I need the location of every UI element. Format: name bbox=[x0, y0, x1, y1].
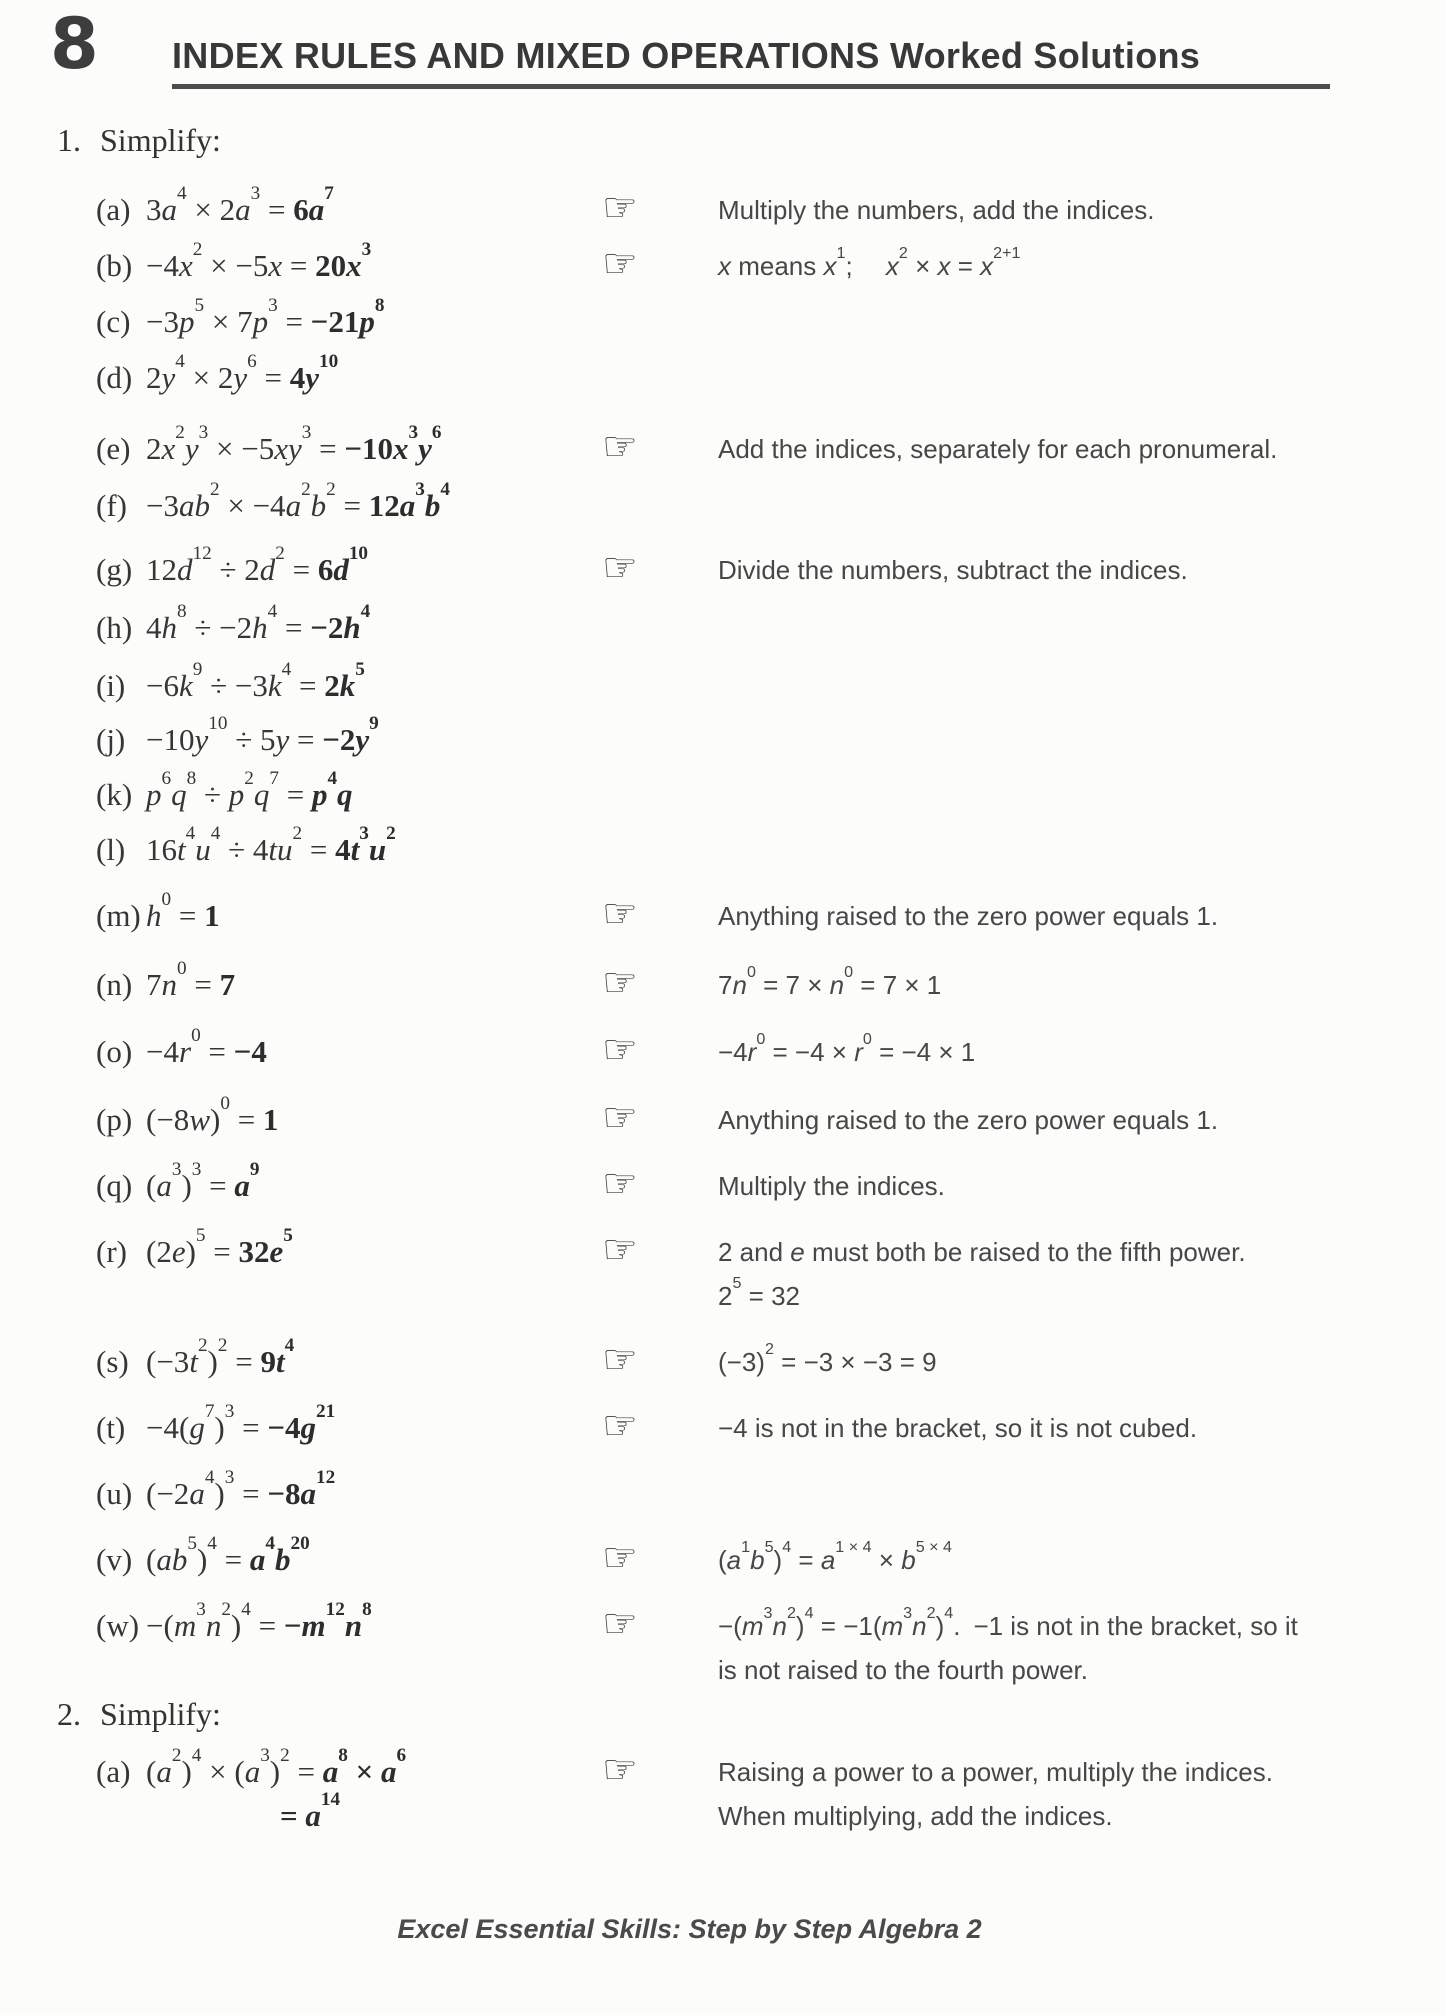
problem-equation: $(ab^5)^4 = a^4b^{20}$ bbox=[146, 1533, 310, 1577]
problem-equation: $-4r^0 = -4$ bbox=[146, 1025, 267, 1069]
problem-label: (o) bbox=[96, 1034, 133, 1069]
hint-line: $7n^0 = 7 \times n^0 = 7 \times 1$ bbox=[718, 962, 942, 1000]
problem-answer: $-10x^3y^6$ bbox=[344, 422, 442, 466]
section-number: 1. bbox=[57, 122, 81, 158]
hint-note bbox=[718, 1340, 1428, 1384]
problem-equation: $16t^4u^4 \div 4tu^2 = 4t^3u^2$ bbox=[146, 823, 396, 867]
problem-label: (i) bbox=[96, 668, 126, 703]
problem-equation: $p^6q^8 \div p^2q^7 = p^4q$ bbox=[146, 768, 353, 812]
problem-equation: $-(m^3n^2)^4 = -m^{12}n^8$ bbox=[146, 1599, 372, 1643]
title-rule bbox=[172, 84, 1330, 89]
problem-label: (g) bbox=[96, 552, 133, 587]
problem-label: (v) bbox=[96, 1542, 133, 1577]
chapter-number: 8 bbox=[50, 3, 99, 85]
problem-answer: $a^4b^{20}$ bbox=[249, 1533, 310, 1577]
problem-equation: $-10y^{10} \div 5y = -2y^9$ bbox=[146, 713, 379, 757]
hint-line: When multiplying, add the indices. bbox=[718, 1801, 1113, 1831]
problem-equation: $(a^2)^4 \times (a^3)^2 = a^8 \times a^6$ = $a^{14}$ bbox=[146, 1750, 406, 1838]
problem-equation: $-4(g^7)^3 = -4g^{21}$ bbox=[146, 1401, 336, 1445]
problem-answer: $-2y^9$ bbox=[322, 713, 379, 757]
problem-equation: $(2e)^5 = 32e^5$ bbox=[146, 1225, 293, 1269]
hint-note bbox=[718, 1538, 1428, 1582]
problem-equation: $3a^4 \times 2a^3 = 6a^7$ bbox=[146, 183, 334, 227]
problem-label: (a) bbox=[96, 192, 131, 227]
problem-equation: $7n^0 = 7$ bbox=[146, 958, 236, 1002]
hint-note bbox=[718, 244, 1428, 288]
problem-answer: $6a^7$ bbox=[293, 183, 334, 227]
pointing-hand-icon: ☞ bbox=[602, 1403, 638, 1449]
hint-note bbox=[718, 1406, 1428, 1450]
hint-line: x means $x^1$; $x^2 \times x = x^{2+1}$ bbox=[718, 243, 1021, 281]
problem-answer: $9t^4$ bbox=[260, 1335, 295, 1379]
problem-answer: $4y^{10}$ bbox=[289, 351, 339, 395]
problem-answer: $-8a^{12}$ bbox=[267, 1467, 336, 1511]
problem-answer: −4 bbox=[233, 1034, 267, 1069]
hint-line: is not raised to the fourth power. bbox=[718, 1655, 1088, 1685]
hint-line: $-4r^0 = -4 \times r^0 = -4 \times 1$ bbox=[718, 1029, 976, 1067]
problem-label: (u) bbox=[96, 1476, 133, 1511]
problem-equation: $-6k^9 \div -3k^4 = 2k^5$ bbox=[146, 659, 365, 703]
problem-answer: 7 bbox=[219, 967, 236, 1002]
problem-label: (d) bbox=[96, 360, 133, 395]
problem-label: (l) bbox=[96, 832, 126, 867]
problem-label: (a) bbox=[96, 1754, 131, 1789]
hint-line: Anything raised to the zero power equals 1. bbox=[718, 1105, 1219, 1135]
problem-equation: $2y^4 \times 2y^6 = 4y^{10}$ bbox=[146, 351, 339, 395]
problem-answer: $6d^{10}$ bbox=[317, 543, 369, 587]
pointing-hand-icon: ☞ bbox=[602, 891, 638, 937]
problem-equation: $(-2a^4)^3 = -8a^{12}$ bbox=[146, 1467, 336, 1511]
problem-label: (t) bbox=[96, 1410, 126, 1445]
problem-label: (k) bbox=[96, 777, 133, 812]
problem-label: (p) bbox=[96, 1102, 133, 1137]
problem-label: (e) bbox=[96, 431, 131, 466]
problem-answer-line2: = $a^{14}$ bbox=[280, 1789, 341, 1833]
hint-note bbox=[718, 1098, 1428, 1142]
problem-equation: $(-8w)^0 = 1$ bbox=[146, 1093, 279, 1137]
pointing-hand-icon: ☞ bbox=[602, 185, 638, 231]
problem-label: (q) bbox=[96, 1168, 133, 1203]
hint-note bbox=[718, 894, 1428, 938]
problem-equation: $4h^8 \div -2h^4 = -2h^4$ bbox=[146, 601, 371, 645]
problem-label: (w) bbox=[96, 1608, 140, 1643]
problem-answer: $12a^3b^4$ bbox=[368, 479, 450, 523]
problem-answer: $a^8 \times a^6$ bbox=[322, 1745, 407, 1789]
problem-label: (b) bbox=[96, 248, 133, 283]
problem-label: (h) bbox=[96, 610, 133, 645]
problem-answer: $4t^3u^2$ bbox=[335, 823, 396, 867]
hint-note bbox=[718, 1030, 1428, 1074]
hint-note bbox=[718, 1750, 1428, 1838]
problem-answer: $a^9$ bbox=[234, 1159, 260, 1203]
hint-note bbox=[718, 548, 1428, 592]
problem-answer: $-2h^4$ bbox=[310, 601, 371, 645]
page-title: INDEX RULES AND MIXED OPERATIONS Worked Solutions bbox=[172, 35, 1201, 76]
pointing-hand-icon: ☞ bbox=[602, 1227, 638, 1273]
hint-note bbox=[718, 1230, 1428, 1318]
hint-line: 2 and e must both be raised to the fifth power. bbox=[718, 1237, 1246, 1267]
problem-answer: 1 bbox=[262, 1102, 279, 1137]
problem-label: (r) bbox=[96, 1234, 127, 1269]
pointing-hand-icon: ☞ bbox=[602, 1337, 638, 1383]
problem-equation: $2x^2y^3 \times -5xy^3 = -10x^3y^6$ bbox=[146, 422, 442, 466]
pointing-hand-icon: ☞ bbox=[602, 1161, 638, 1207]
hint-line: Anything raised to the zero power equals 1. bbox=[718, 901, 1219, 931]
hint-line: Add the indices, separately for each pronumeral. bbox=[718, 434, 1278, 464]
hint-note bbox=[718, 1604, 1428, 1692]
hint-note bbox=[718, 427, 1428, 471]
problem-answer: 1 bbox=[204, 898, 220, 933]
hint-line: Raising a power to a power, multiply the indices. bbox=[718, 1757, 1273, 1787]
problem-label: (f) bbox=[96, 488, 127, 523]
hint-note bbox=[718, 963, 1428, 1007]
hint-line: $(-3)^2 = -3 \times -3 = 9$ bbox=[718, 1339, 937, 1377]
problem-equation: $h^0 = 1$ bbox=[146, 889, 220, 933]
hint-note bbox=[718, 1164, 1428, 1208]
problem-label: (c) bbox=[96, 304, 131, 339]
hint-line: Multiply the numbers, add the indices. bbox=[718, 195, 1155, 225]
problem-equation: $(a^3)^3 = a^9$ bbox=[146, 1159, 260, 1203]
pointing-hand-icon: ☞ bbox=[602, 1027, 638, 1073]
problem-equation: $-3ab^2 \times -4a^2b^2 = 12a^3b^4$ bbox=[146, 479, 450, 523]
pointing-hand-icon: ☞ bbox=[602, 1601, 638, 1647]
hint-line: −4 is not in the bracket, so it is not cubed. bbox=[718, 1413, 1198, 1443]
pointing-hand-icon: ☞ bbox=[602, 545, 638, 591]
problem-label: (j) bbox=[96, 722, 126, 757]
footer-text: Excel Essential Skills: Step by Step Algebra 2 bbox=[397, 1914, 982, 1944]
hint-line: Multiply the indices. bbox=[718, 1171, 945, 1201]
pointing-hand-icon: ☞ bbox=[602, 1747, 638, 1793]
pointing-hand-icon: ☞ bbox=[602, 1095, 638, 1141]
problem-equation: $12d^{12} \div 2d^2 = 6d^{10}$ bbox=[146, 543, 369, 587]
section-heading: Simplify: bbox=[100, 122, 221, 158]
section-heading: Simplify: bbox=[100, 1696, 221, 1732]
problem-answer: $-21p^8$ bbox=[310, 295, 385, 339]
problem-answer: $-m^{12}n^8$ bbox=[283, 1599, 372, 1643]
problem-label: (s) bbox=[96, 1344, 129, 1379]
problem-answer: $20x^3$ bbox=[315, 239, 372, 283]
section-number: 2. bbox=[57, 1696, 81, 1732]
problem-equation: $-4x^2 \times -5x = 20x^3$ bbox=[146, 239, 372, 283]
pointing-hand-icon: ☞ bbox=[602, 424, 638, 470]
pointing-hand-icon: ☞ bbox=[602, 241, 638, 287]
problem-equation: $(-3t^2)^2 = 9t^4$ bbox=[146, 1335, 295, 1379]
hint-line: Divide the numbers, subtract the indices. bbox=[718, 555, 1188, 585]
problem-answer: $2k^5$ bbox=[324, 659, 365, 703]
problem-answer: $p^4q$ bbox=[311, 768, 353, 812]
pointing-hand-icon: ☞ bbox=[602, 1535, 638, 1581]
pointing-hand-icon: ☞ bbox=[602, 960, 638, 1006]
problem-label: (n) bbox=[96, 967, 133, 1002]
hint-line: $-(m^3n^2)^4 = -1(m^3n^2)^4$. −1 is not in the bracket, so it bbox=[718, 1603, 1298, 1641]
problem-label: (m) bbox=[96, 898, 141, 933]
hint-note bbox=[718, 188, 1428, 232]
hint-line: $(a^1b^5)^4 = a^{1 \times 4} \times b^{5 \times 4}$ bbox=[718, 1537, 952, 1575]
problem-answer: $-4g^{21}$ bbox=[267, 1401, 336, 1445]
problem-equation: $-3p^5 \times 7p^3 = -21p^8$ bbox=[146, 295, 385, 339]
problem-answer: $32e^5$ bbox=[238, 1225, 293, 1269]
hint-line: $2^5 = 32$ bbox=[718, 1273, 800, 1311]
